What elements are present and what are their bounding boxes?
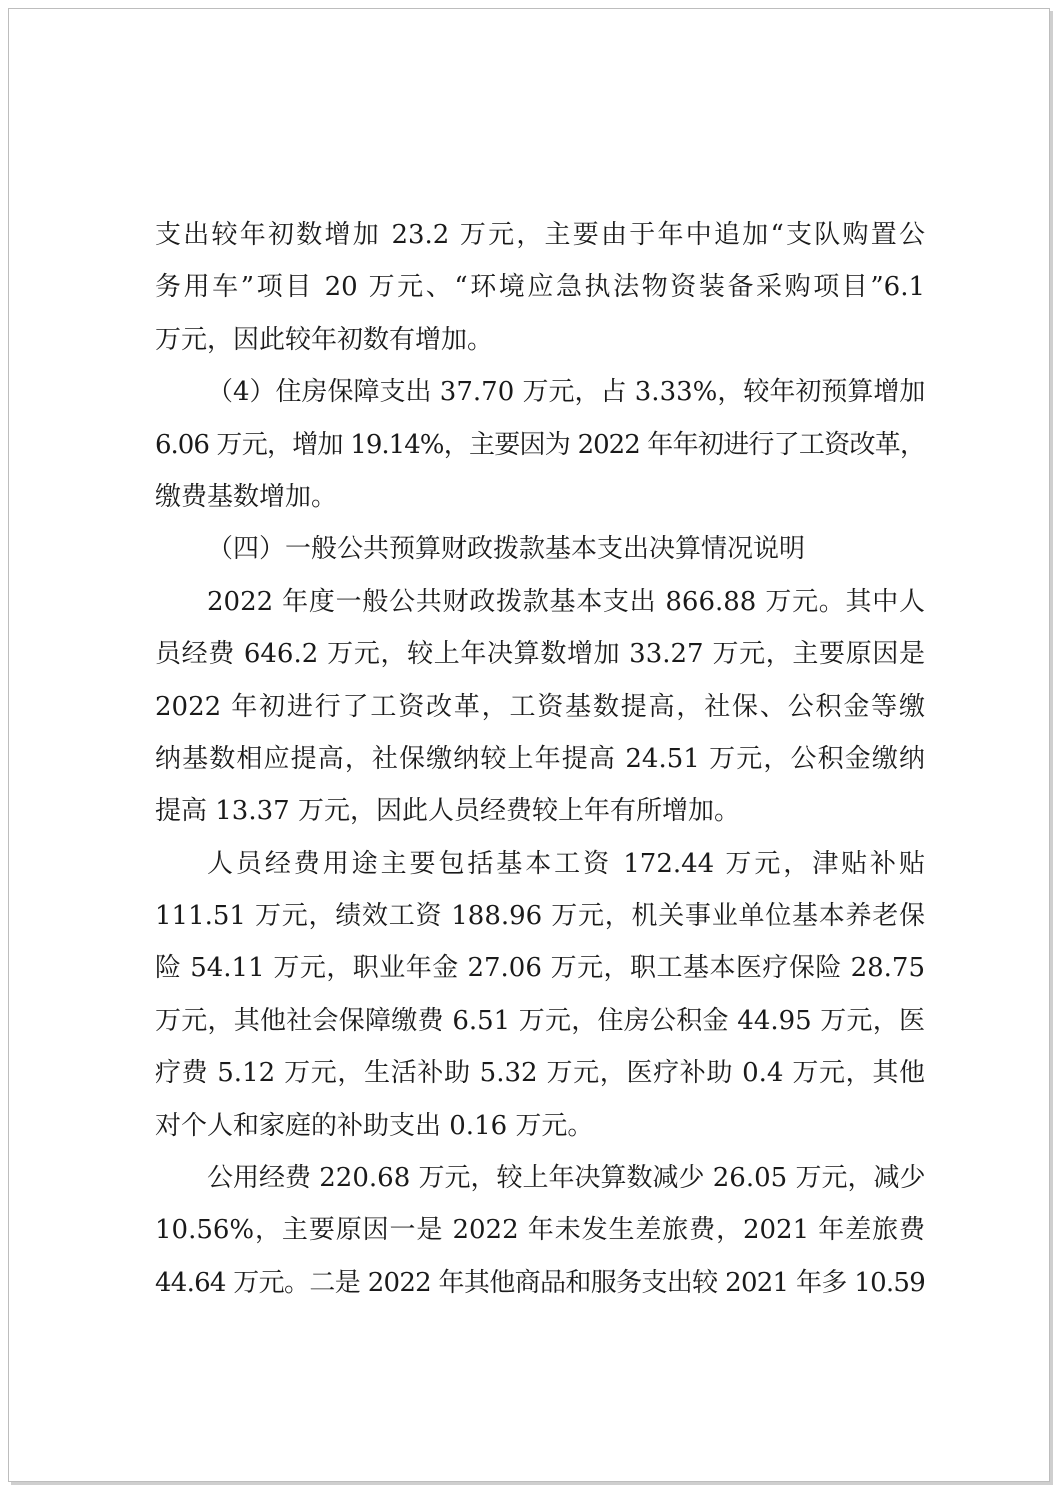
text-line: 疗费 5.12 万元，生活补助 5.32 万元，医疗补助 0.4 万元，其他 (155, 1058, 925, 1089)
text-line: 公用经费 220.68 万元，较上年决算数减少 26.05 万元，减少 (207, 1163, 926, 1194)
text-line: 员经费 646.2 万元，较上年决算数增加 33.27 万元，主要原因是 (155, 639, 925, 670)
text-line: 2022 年初进行了工资改革，工资基数提高，社保、公积金等缴 (155, 691, 925, 722)
text-line: 6.06 万元，增加 19.14%，主要因为 2022 年年初进行了工资改革， (155, 429, 925, 460)
text-line: 险 54.11 万元，职业年金 27.06 万元，职工基本医疗保险 28.75 (155, 953, 925, 984)
text-line: 人员经费用途主要包括基本工资 172.44 万元，津贴补贴 (207, 848, 925, 879)
text-line: 万元，其他社会保障缴费 6.51 万元，住房公积金 44.95 万元，医 (155, 1005, 925, 1036)
text-line: 纳基数相应提高，社保缴纳较上年提高 24.51 万元，公积金缴纳 (155, 743, 925, 774)
document-body (155, 209, 925, 1309)
text-line: 支出较年初数增加 23.2 万元，主要由于年中追加“支队购置公 (155, 220, 925, 250)
text-line: （4）住房保障支出 37.70 万元，占 3.33%，较年初预算增加 (207, 377, 926, 408)
text-line: 2022 年度一般公共财政拨款基本支出 866.88 万元。其中人 (207, 586, 925, 617)
text-line: 提高 13.37 万元，因此人员经费较上年有所增加。 (155, 796, 740, 827)
document-page (8, 8, 1050, 1482)
text-line: 缴费基数增加。 (155, 481, 338, 512)
text-line: 111.51 万元，绩效工资 188.96 万元，机关事业单位基本养老保 (155, 901, 925, 932)
text-line: 44.64 万元。二是 2022 年其他商品和服务支出较 2021 年多 10.59 (155, 1267, 925, 1298)
text-line: 万元，因此较年初数有增加。 (155, 324, 494, 355)
text-line: 10.56%，主要原因一是 2022 年未发生差旅费，2021 年差旅费 (155, 1215, 925, 1246)
section-heading: （四）一般公共预算财政拨款基本支出决算情况说明 (207, 534, 806, 565)
text-line: 务用车”项目 20 万元、“环境应急执法物资装备采购项目”6.1 (155, 272, 925, 303)
text-line: 对个人和家庭的补助支出 0.16 万元。 (155, 1110, 594, 1141)
